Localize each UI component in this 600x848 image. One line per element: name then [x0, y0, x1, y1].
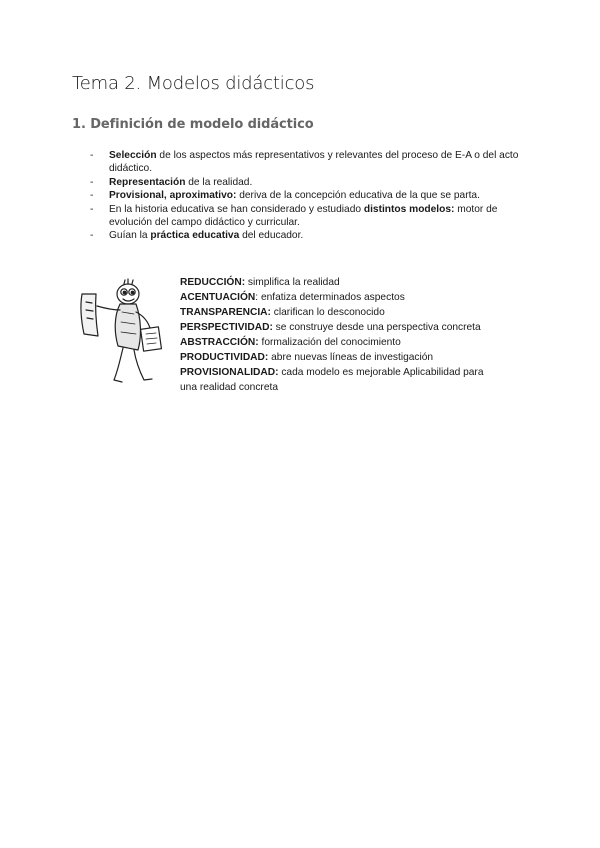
property-term: REDUCCIÓN: — [180, 277, 246, 288]
bullet-term: Representación — [109, 176, 186, 188]
list-item — [180, 320, 500, 335]
list-item — [180, 290, 500, 305]
list-item — [180, 305, 500, 320]
property-text: se construye desde una perspectiva concreta — [272, 322, 481, 333]
property-text: : enfatiza determinados aspectos — [255, 292, 405, 303]
property-text: cada modelo es mejorable Aplicabilidad para una realidad concreta — [180, 367, 484, 393]
bullet-text: deriva de la concepción educativa de la que se parta. — [236, 190, 480, 202]
model-properties-list — [180, 275, 500, 395]
property-term: TRANSPARENCIA: — [180, 307, 271, 318]
list-item — [90, 203, 530, 230]
list-item — [180, 350, 500, 365]
cartoon-figure-with-board-icon — [78, 276, 168, 386]
bullet-dash: - — [90, 203, 94, 215]
definition-list — [90, 149, 530, 243]
property-term: ACENTUACIÓN — [180, 292, 256, 303]
bullet-text: del educador. — [239, 230, 304, 242]
property-text: formalización del conocimiento — [258, 337, 401, 348]
list-item — [90, 229, 530, 242]
list-item — [90, 189, 530, 202]
bullet-text: de los aspectos más representativos y relevantes del proceso de E-A o del acto didáctico. — [109, 150, 519, 175]
bullet-dash: - — [90, 230, 94, 242]
property-term: PRODUCTIVIDAD: — [180, 352, 269, 363]
list-item — [90, 149, 530, 176]
bullet-prefix: En la historia educativa se han considerado y estudiado — [109, 203, 364, 215]
bullet-term: Provisional, aproximativo: — [109, 190, 237, 202]
property-term: PROVISIONALIDAD: — [180, 367, 279, 378]
property-term: ABSTRACCIÓN: — [180, 337, 259, 348]
bullet-term: distintos modelos: — [363, 203, 455, 215]
list-item — [90, 176, 530, 189]
property-text: clarifican lo desconocido — [270, 307, 385, 318]
bullet-term: Selección — [109, 150, 157, 161]
bullet-text: de la realidad. — [185, 176, 253, 188]
bullet-term: práctica educativa — [150, 230, 240, 242]
property-term: PERSPECTIVIDAD: — [180, 322, 273, 333]
section-title: 1. Definición de modelo didáctico — [72, 117, 314, 132]
list-item — [180, 365, 500, 395]
bullet-text: motor de evolución del campo didáctico y curricular. — [109, 203, 498, 229]
property-text: simplifica la realidad — [245, 277, 340, 288]
list-item — [180, 335, 500, 350]
bullet-dash: - — [90, 190, 94, 202]
bullet-dash: - — [90, 176, 94, 188]
bullet-dash: - — [90, 150, 94, 161]
property-text: abre nuevas líneas de investigación — [268, 352, 434, 363]
page-title: Tema 2. Modelos didácticos — [72, 73, 315, 94]
list-item — [180, 275, 500, 290]
bullet-prefix: Guían la — [109, 230, 151, 242]
